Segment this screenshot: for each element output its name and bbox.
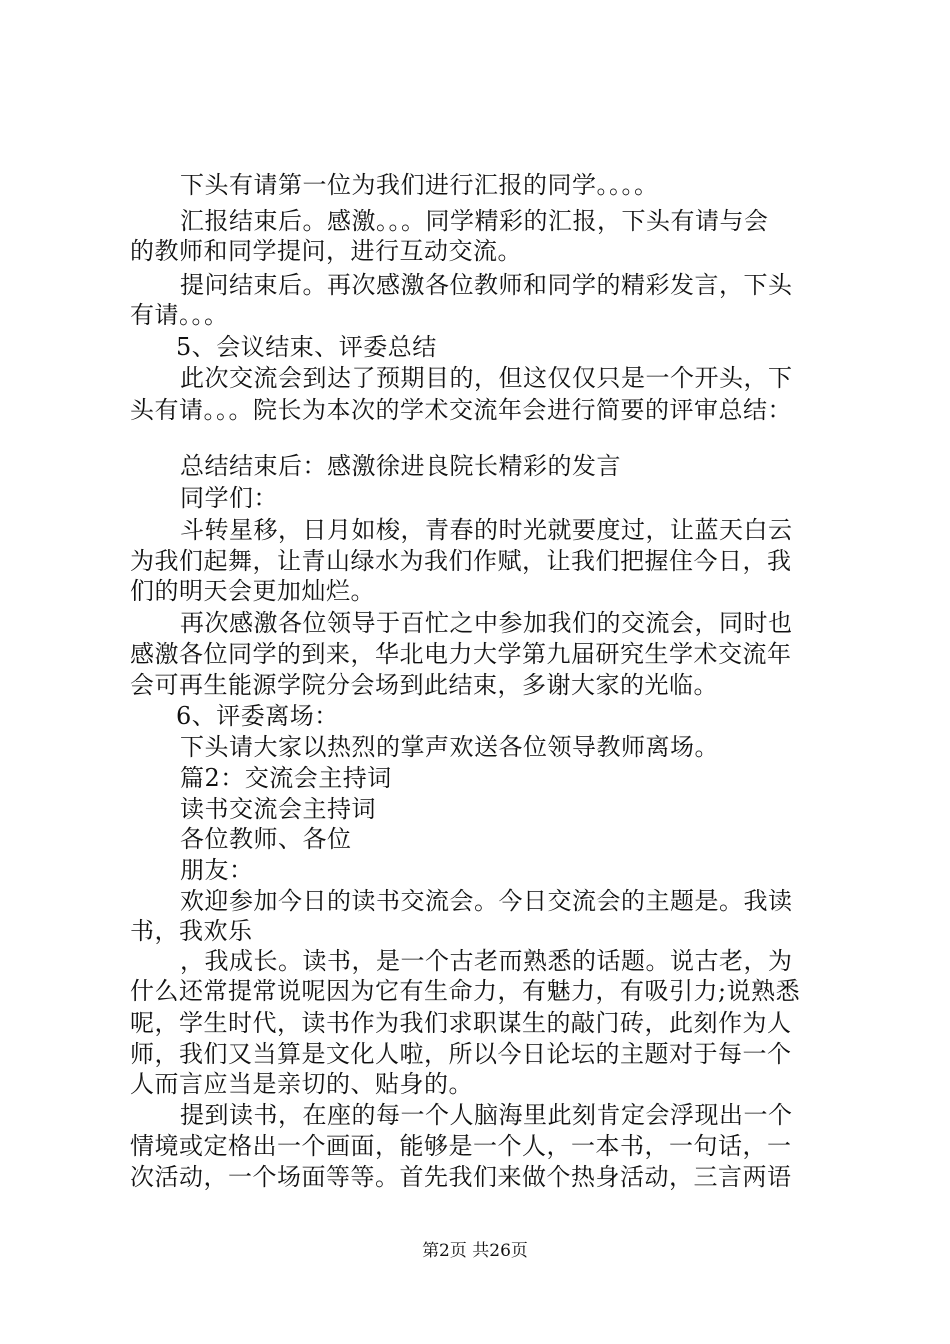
text-line: 有请。。。 [130,301,229,329]
text-line: 汇报结束后。感激。。。同学精彩的汇报，下头有请与会 [180,207,769,235]
text-line: 提到读书，在座的每一个人脑海里此刻肯定会浮现出一个 [180,1101,793,1129]
text-line: 再次感激各位领导于百忙之中参加我们的交流会，同时也 [180,609,793,637]
text-line: 头有请。。。院长为本次的学术交流年会进行简要的评审总结： [130,396,792,424]
text-line: 朋友： [180,856,254,884]
text-line: 下头有请第一位为我们进行汇报的同学。。。。 [180,171,659,199]
text-line: 读书交流会主持词 [180,795,376,823]
text-line: 同学们： [180,484,278,512]
text-line: 感激各位同学的到来，华北电力大学第九届研究生学术交流年 [130,640,792,668]
text-line: 斗转星移，日月如梭，青春的时光就要度过，让蓝天白云 [180,516,793,544]
section-heading: 6、评委离场： [176,702,339,730]
text-line: 呢，学生时代，读书作为我们求职谋生的敲门砖，此刻作为人 [130,1009,792,1037]
text-line: 次活动，一个场面等等。首先我们来做个热身活动，三言两语 [130,1163,792,1191]
text-line: ，我成长。读书，是一个古老而熟悉的话题。说古老，为 [180,947,793,975]
text-line: 总结结束后：感激徐进良院长精彩的发言 [180,452,621,480]
text-line: 提问结束后。再次感激各位教师和同学的精彩发言，下头 [180,271,793,299]
page-footer: 第2页 共26页 [422,1241,528,1261]
text-line: 情境或定格出一个画面，能够是一个人，一本书，一句话，一 [130,1132,792,1160]
text-line: 人而言应当是亲切的、贴身的。 [130,1070,473,1098]
text-line: 师，我们又当算是文化人啦，所以今日论坛的主题对于每一个 [130,1040,792,1068]
text-line: 书，我欢乐 [130,917,253,945]
text-line: 此次交流会到达了预期目的，但这仅仅只是一个开头，下 [180,364,793,392]
text-line: 下头请大家以热烈的掌声欢送各位领导教师离场。 [180,733,719,761]
section-heading: 5、会议结束、评委总结 [176,333,437,361]
text-line: 会可再生能源学院分会场到此结束，多谢大家的光临。 [130,671,718,699]
section-heading: 篇2：交流会主持词 [180,764,392,792]
text-line: 欢迎参加今日的读书交流会。今日交流会的主题是。我读 [180,887,793,915]
text-line: 们的明天会更加灿烂。 [130,577,375,605]
text-line: 的教师和同学提问，进行互动交流。 [130,237,522,265]
text-line: 什么还常提常说呢因为它有生命力，有魅力，有吸引力;说熟悉 [130,977,801,1005]
text-line: 为我们起舞，让青山绿水为我们作赋，让我们把握住今日，我 [130,547,792,575]
text-line: 各位教师、各位 [180,825,352,853]
